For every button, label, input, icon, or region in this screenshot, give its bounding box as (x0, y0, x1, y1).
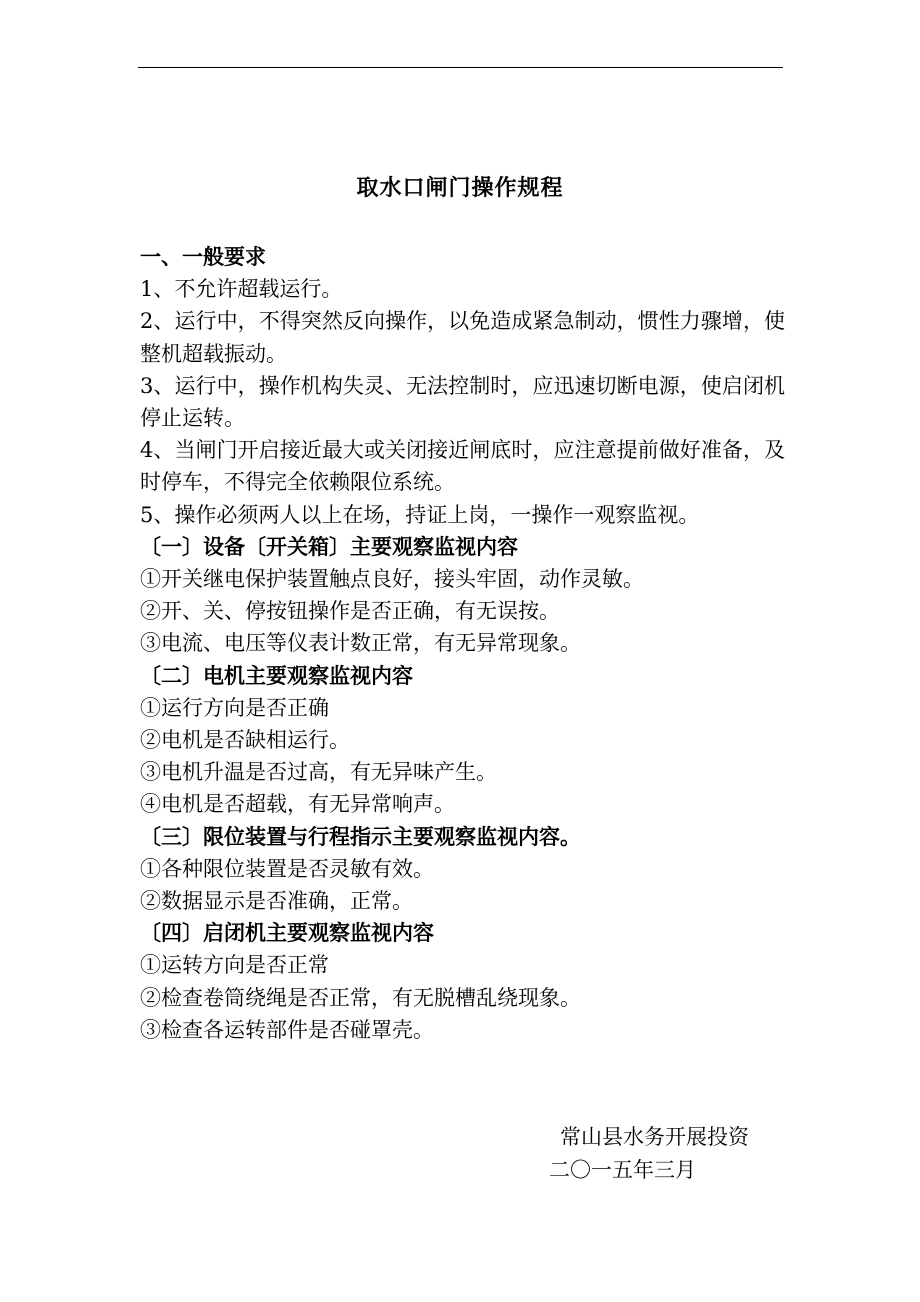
paragraph: 3、运行中，操作机构失灵、无法控制时，应迅速切断电源，使启闭机停止运转。 (140, 373, 785, 431)
paragraph: ①各种限位装置是否灵敏有效。 (140, 856, 434, 881)
paragraph: ①运行方向是否正确 (140, 695, 329, 720)
section-heading: 〔二〕电机主要观察监视内容 (140, 662, 413, 688)
section-heading: 一、一般要求 (140, 244, 266, 269)
signature-organization: 常山县水务开展投资 (560, 1125, 749, 1149)
paragraph: ②开、关、停按钮操作是否正确，有无误按。 (140, 599, 560, 624)
document-body (140, 241, 785, 1046)
paragraph: ③电机升温是否过高，有无异味产生。 (140, 760, 497, 785)
document-title: 取水口闸门操作规程 (356, 175, 564, 201)
paragraph: 4、当闸门开启接近最大或关闭接近闸底时，应注意提前做好准备，及时停车，不得完全依赖限位系统。 (140, 438, 785, 495)
section-heading: 〔三〕限位装置与行程指示主要观察监视内容。 (140, 823, 581, 849)
paragraph: ①运转方向是否正常 (140, 953, 329, 978)
section-heading: 〔一〕设备〔开关箱〕主要观察监视内容 (140, 533, 518, 559)
paragraph: ③检查各运转部件是否碰罩壳。 (140, 1017, 434, 1042)
paragraph: ②数据显示是否准确，正常。 (140, 889, 413, 914)
paragraph: ②检查卷筒绕绳是否正常，有无脱槽乱绕现象。 (140, 985, 581, 1010)
paragraph: 2、运行中，不得突然反向操作，以免造成紧急制动，惯性力骤增，使整机超载振动。 (140, 309, 785, 366)
paragraph: 1、不允许超载运行。 (140, 277, 343, 302)
paragraph: ③电流、电压等仪表计数正常，有无异常现象。 (140, 631, 581, 656)
paragraph: ④电机是否超载，有无异常响声。 (140, 792, 455, 817)
signature-date: 二〇一五年三月 (549, 1158, 696, 1182)
paragraph: 5、操作必须两人以上在场，持证上岗，一操作一观察监视。 (140, 502, 700, 527)
paragraph: ②电机是否缺相运行。 (140, 728, 350, 753)
section-heading: 〔四〕启闭机主要观察监视内容 (140, 920, 434, 946)
header-rule (138, 67, 783, 68)
paragraph: ①开关继电保护装置触点良好，接头牢固，动作灵敏。 (140, 567, 644, 592)
